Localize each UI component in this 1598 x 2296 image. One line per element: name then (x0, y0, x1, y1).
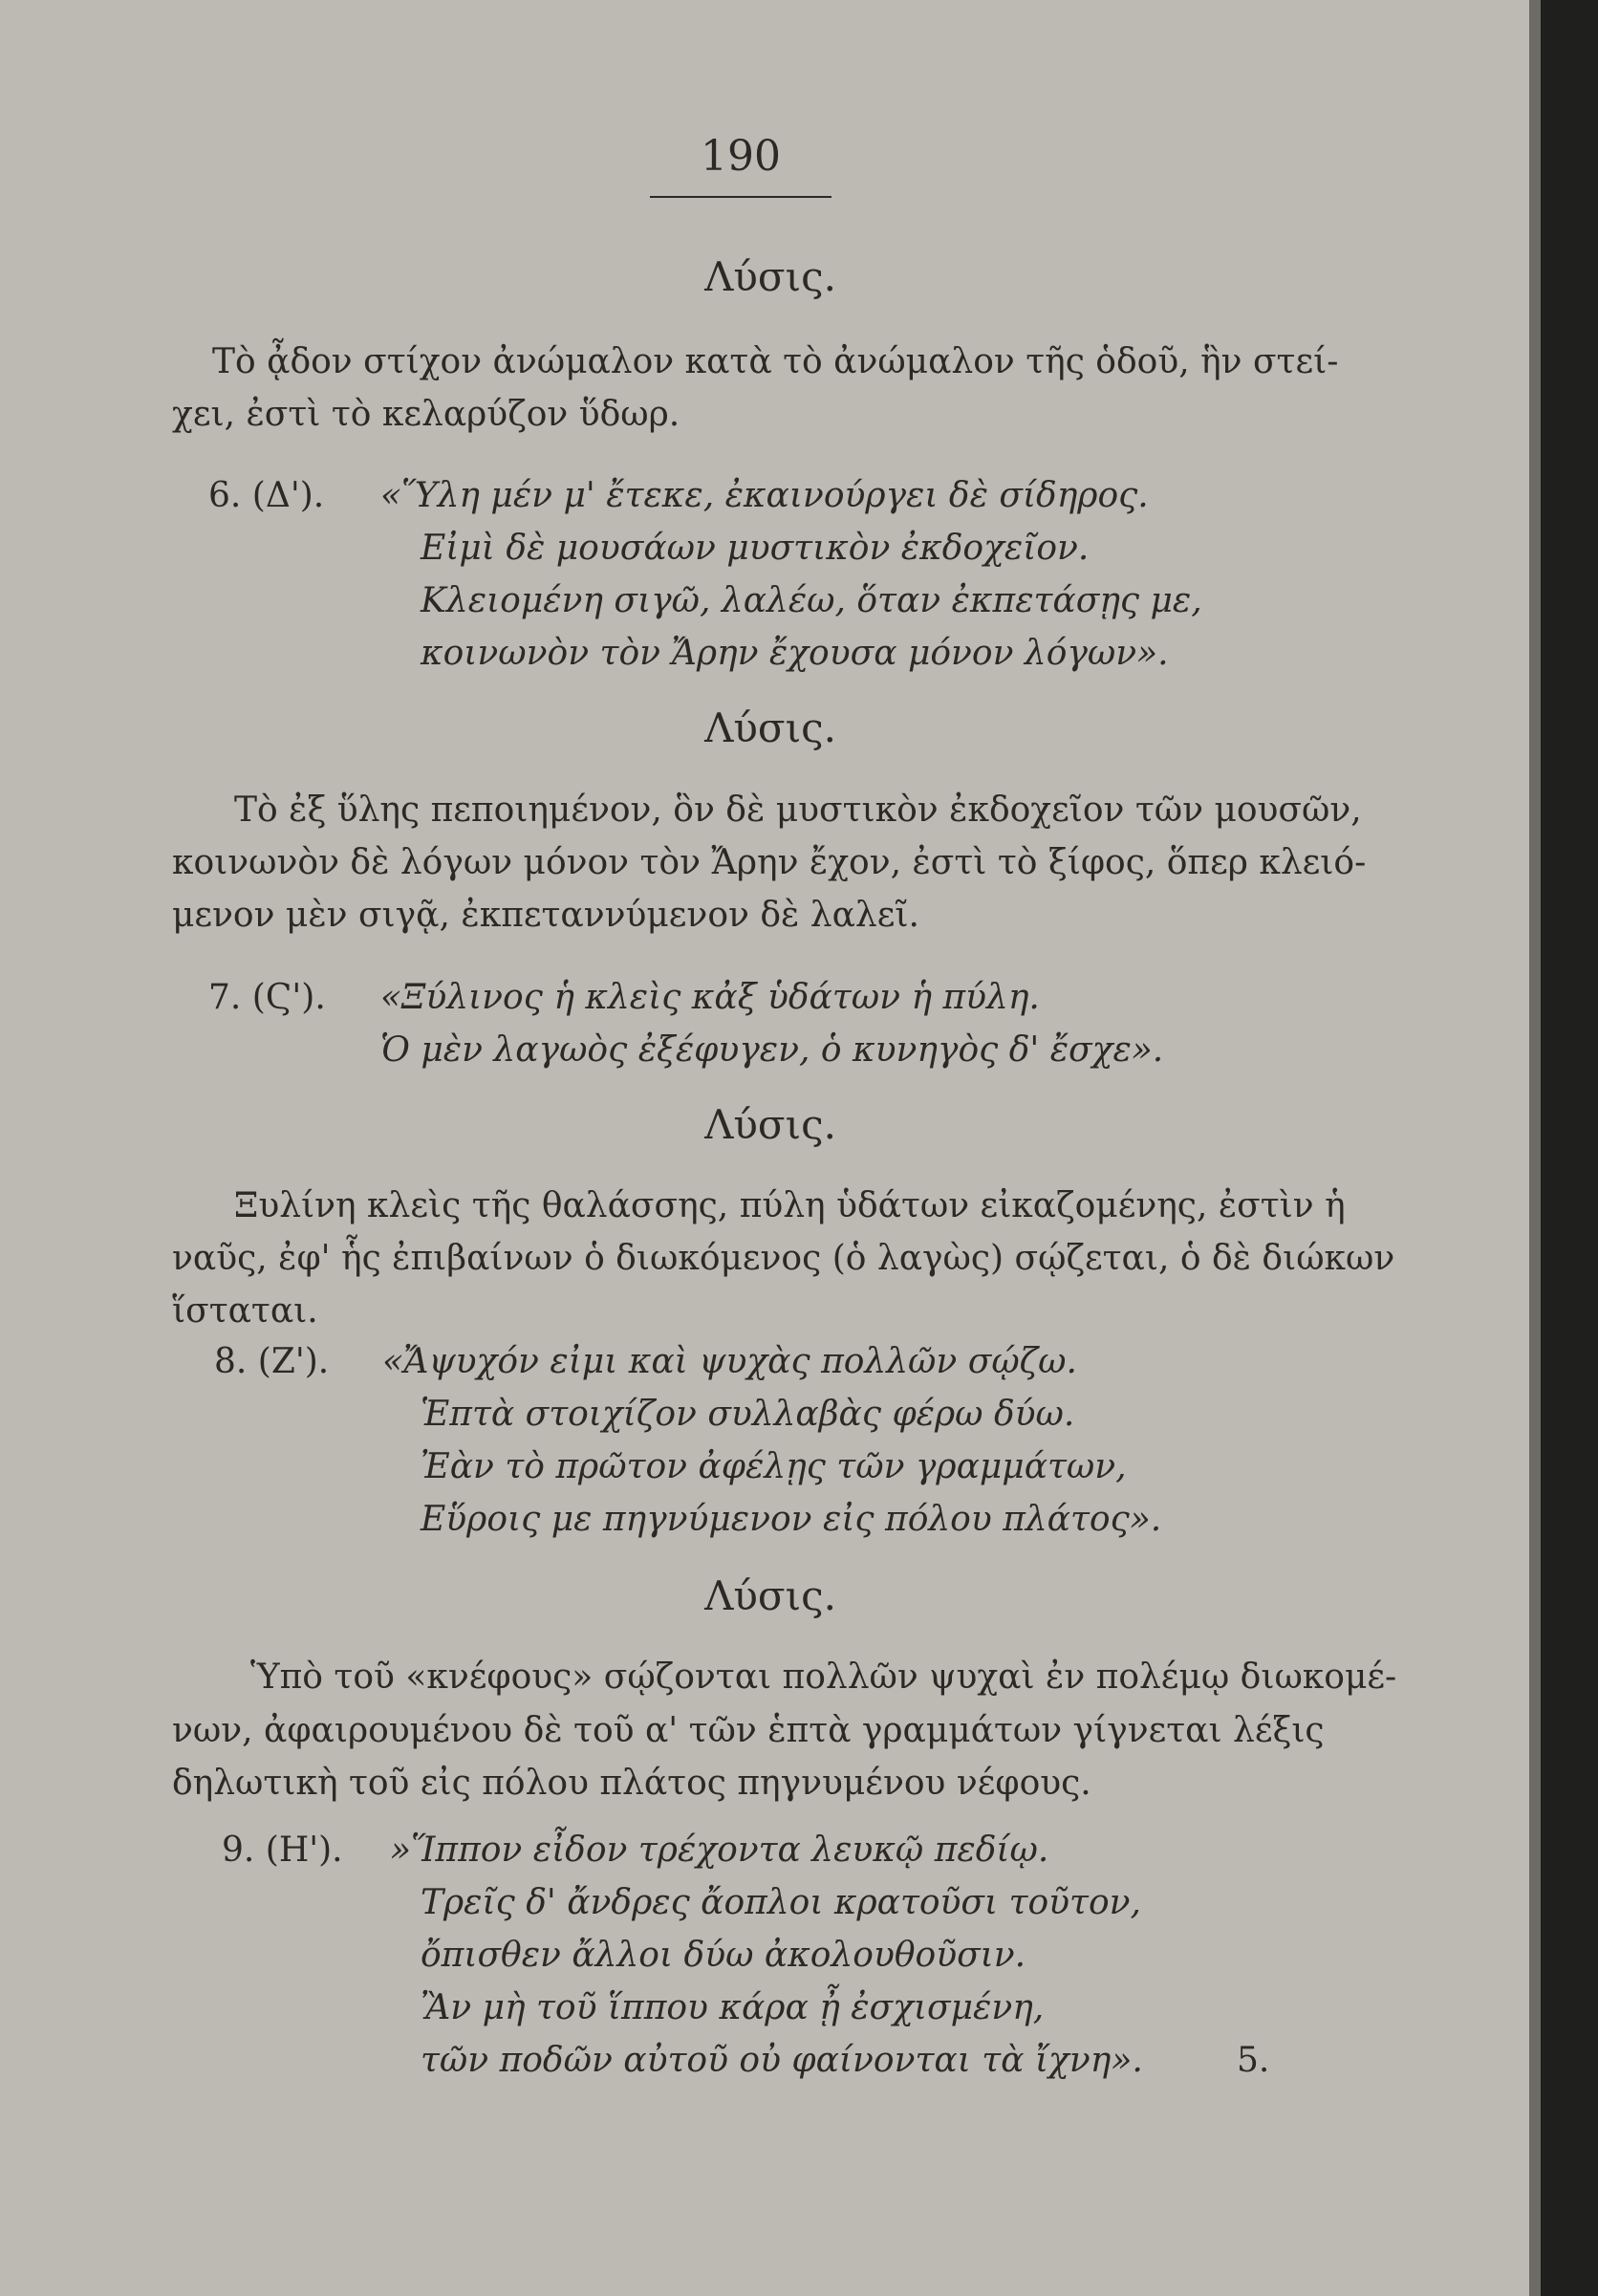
verse-line: »Ἵππον εἶδον τρέχοντα λευκῷ πεδίῳ. (390, 1830, 1049, 1870)
verse-line: «Ἄψυχόν εἰμι καὶ ψυχὰς πολλῶν σῴζω. (382, 1342, 1077, 1381)
verse-line: «Ὕλη μέν μ' ἔτεκε, ἐκαινούργει δὲ σίδηρος. (380, 476, 1149, 515)
prose-line: Ξυλίνη κλεὶς τῆς θαλάσσης, πύλη ὑδάτων εἰκαζομένης, ἐστὶν ἡ (234, 1186, 1346, 1225)
solution-heading: Λύσις. (704, 1101, 836, 1148)
page-number: 190 (701, 132, 781, 181)
prose-line: χει, ἐστὶ τὸ κελαρύζον ὕδωρ. (172, 395, 680, 434)
verse-line: ὄπισθεν ἄλλοι δύω ἀκολουθοῦσιν. (421, 1936, 1026, 1975)
riddle-number: 7. (Ϛ'). (208, 978, 326, 1017)
riddle-number: 6. (Δ'). (208, 476, 325, 515)
verse-line: «Ξύλινος ἡ κλεὶς κἀξ ὑδάτων ἡ πύλη. (380, 978, 1040, 1017)
header-rule (650, 196, 831, 198)
verse-line: Ἐὰν τὸ πρῶτον ἀφέλῃς τῶν γραμμάτων, (421, 1447, 1127, 1486)
verse-line: Ὁ μὲν λαγωὸς ἐξέφυγεν, ὁ κυνηγὸς δ' ἔσχε». (380, 1030, 1164, 1070)
prose-line: νων, ἀφαιρουμένου δὲ τοῦ α' τῶν ἑπτὰ γραμμάτων γίγνεται λέξις (172, 1711, 1325, 1750)
solution-heading: Λύσις. (704, 1572, 836, 1619)
verse-line: Κλειομένη σιγῶ, λαλέω, ὅταν ἐκπετάσῃς με, (421, 581, 1202, 620)
prose-line: δηλωτικὴ τοῦ εἰς πόλου πλάτος πηγνυμένου νέφους. (172, 1764, 1091, 1803)
prose-line: μενον μὲν σιγᾷ, ἐκπεταννύμενον δὲ λαλεῖ. (172, 896, 919, 935)
prose-line: κοινωνὸν δὲ λόγων μόνον τὸν Ἄρην ἔχον, ἐστὶ τὸ ξίφος, ὅπερ κλειό- (172, 843, 1367, 882)
riddle-number: 8. (Ζ'). (214, 1342, 330, 1381)
verse-line: Εὕροις με πηγνύμενον εἰς πόλου πλάτος». (421, 1500, 1162, 1539)
book-binding-edge (1541, 0, 1598, 2296)
prose-line: Ὑπὸ τοῦ «κνέφους» σῴζονται πολλῶν ψυχαὶ ἐν πολέμῳ διωκομέ- (250, 1657, 1397, 1697)
prose-line: Τὸ ἐξ ὕλης πεποιημένον, ὃν δὲ μυστικὸν ἐκδοχεῖον τῶν μουσῶν, (234, 791, 1362, 830)
verse-line: Εἰμὶ δὲ μουσάων μυστικὸν ἐκδοχεῖον. (421, 529, 1090, 568)
prose-line: Τὸ ᾆδον στίχον ἀνώμαλον κατὰ τὸ ἀνώμαλον τῆς ὁδοῦ, ἣν στεί- (212, 342, 1339, 381)
prose-line: ναῦς, ἐφ' ἧς ἐπιβαίνων ὁ διωκόμενος (ὁ λαγὼς) σῴζεται, ὁ δὲ διώκων (172, 1239, 1395, 1278)
verse-line: Ἑπτὰ στοιχίζον συλλαβὰς φέρω δύω. (421, 1395, 1075, 1434)
verse-line: κοινωνὸν τὸν Ἄρην ἔχουσα μόνον λόγων». (421, 634, 1169, 673)
verse-line-number: 5. (1237, 2041, 1270, 2080)
solution-heading: Λύσις. (704, 704, 836, 751)
prose-line: ἵσταται. (172, 1291, 318, 1331)
verse-line: τῶν ποδῶν αὐτοῦ οὐ φαίνονται τὰ ἴχνη». (421, 2041, 1143, 2080)
solution-heading: Λύσις. (704, 253, 836, 300)
verse-line: Ἂν μὴ τοῦ ἵππου κάρα ᾖ ἐσχισμένη, (421, 1988, 1045, 2027)
riddle-number: 9. (Η'). (222, 1830, 343, 1870)
verse-line: Τρεῖς δ' ἄνδρες ἄοπλοι κρατοῦσι τοῦτον, (421, 1883, 1141, 1922)
